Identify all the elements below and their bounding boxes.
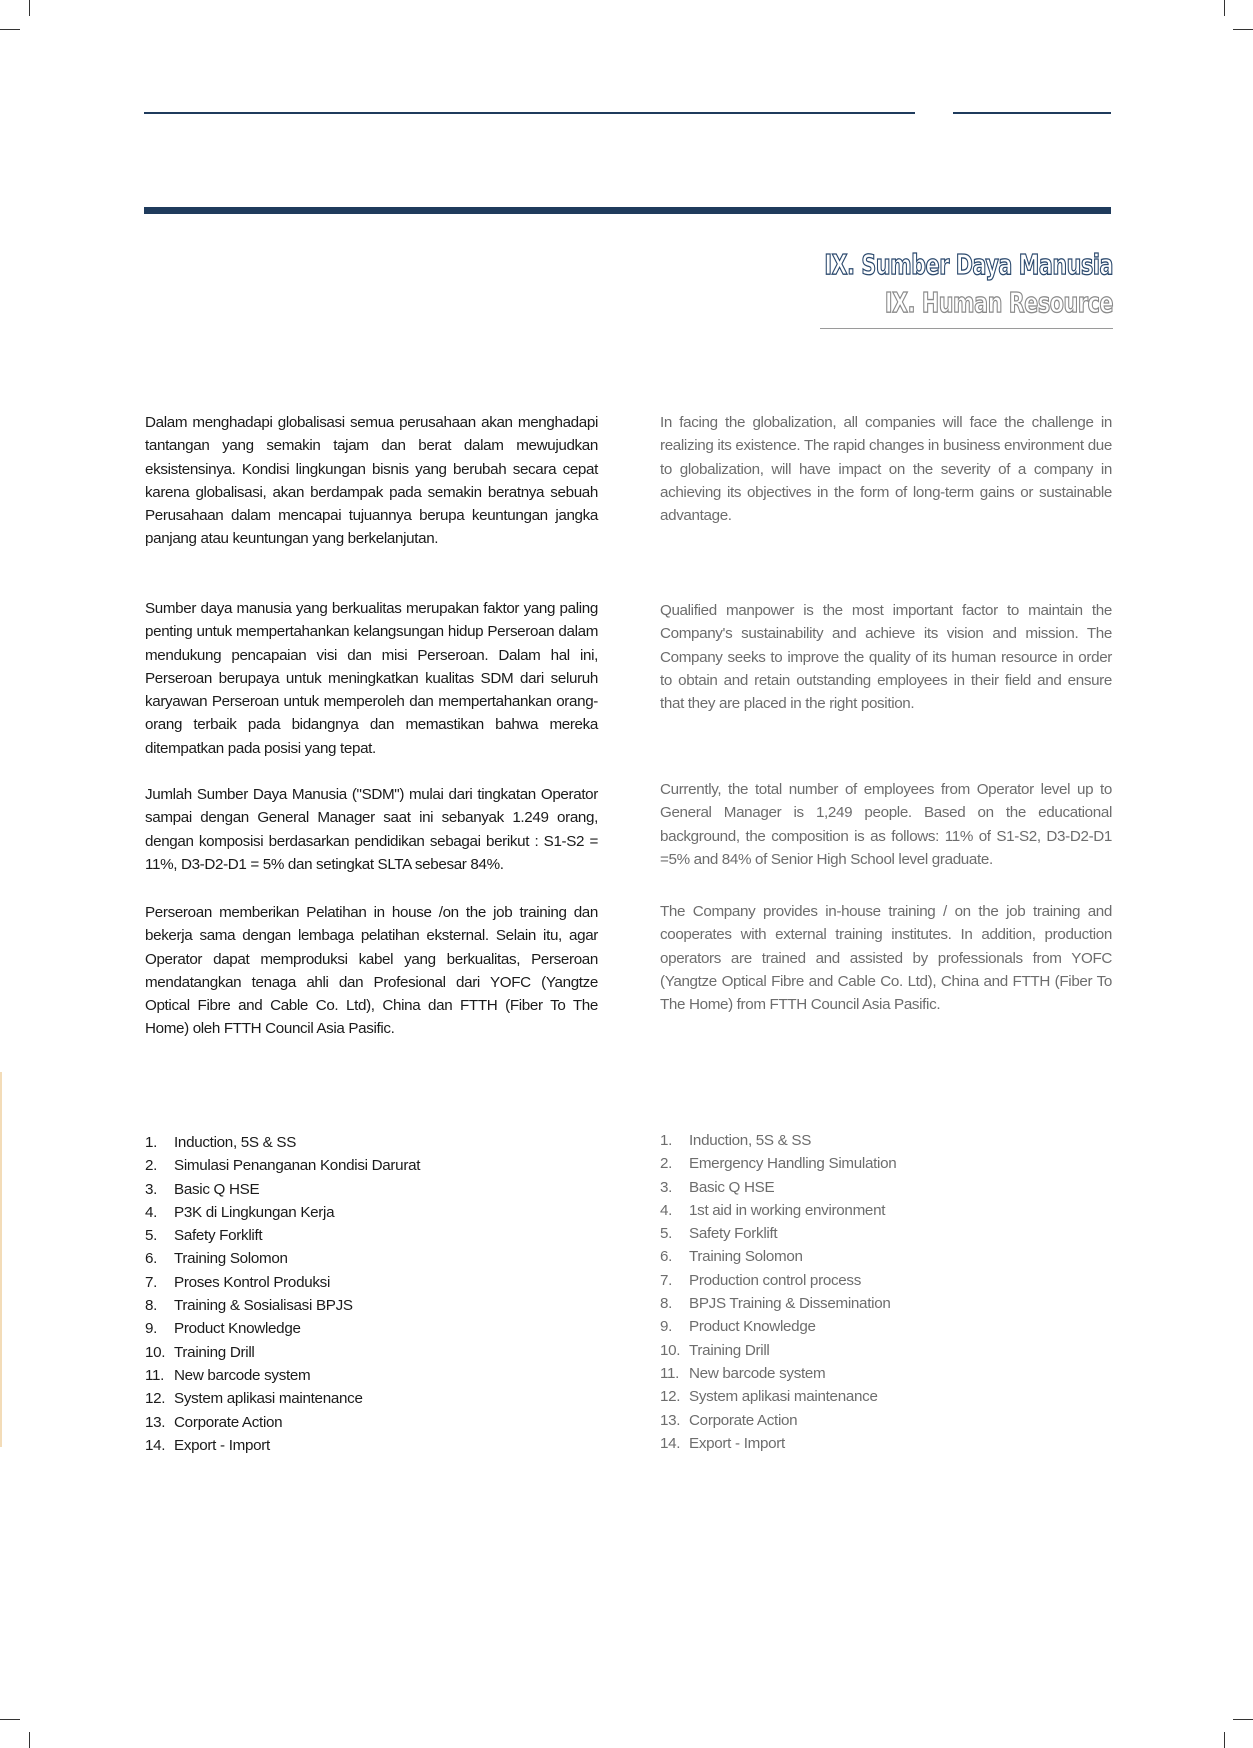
list-item xyxy=(660,1339,896,1362)
crop-mark-bottom-left xyxy=(29,1732,30,1748)
paragraph-text: Currently, the total number of employees from Operator level up to General Manager is 1,249 people. Based on the educational background, the composition is as follows: 11% of S1-S2, D3-D2-D1 =5% and 84% of Senior High School level graduate. xyxy=(660,781,1112,868)
list-item-number: 9. xyxy=(145,1320,158,1338)
list-item-label: Safety Forklift xyxy=(689,1225,778,1243)
list-item xyxy=(145,1364,420,1387)
paragraph-text: Qualified manpower is the most important factor to maintain the Company's sustainability and achieve its vision and mission. The Company seeks to improve the quality of its human resource in order to obtain and retain outstanding employees in their field and ensure that they are placed in the right position. xyxy=(660,602,1112,713)
paragraph-en-4 xyxy=(660,900,1112,1016)
list-item-number: 13. xyxy=(660,1411,681,1429)
list-item-number: 4. xyxy=(660,1201,673,1219)
list-item-number: 13. xyxy=(145,1413,166,1431)
paragraph-text: Sumber daya manusia yang berkualitas merupakan faktor yang paling penting untuk mempertahankan kelangsungan hidup Perseroan dalam mendukung pencapaian visi dan misi Perseroan. Dalam hal ini, Perseroan berupaya untuk meningkatkan kualitas SDM dari seluruh karyawan Perseroan untuk memperoleh dan mempertahankan orang-orang terbaik pada bidangnya dan memastikan bahwa mereka ditempatkan pada posisi yang tepat. xyxy=(145,600,598,757)
list-item-label: Export - Import xyxy=(689,1434,785,1452)
list-item-number: 9. xyxy=(660,1318,673,1336)
section-heading xyxy=(761,246,1113,322)
list-item-label: Training Solomon xyxy=(689,1248,803,1266)
list-item-label: New barcode system xyxy=(689,1364,826,1382)
list-item-label: Proses Kontrol Produksi xyxy=(174,1273,331,1291)
list-item-label: Production control process xyxy=(689,1271,862,1289)
list-item-number: 2. xyxy=(660,1155,673,1173)
list-item xyxy=(660,1409,896,1432)
paragraph-en-1 xyxy=(660,411,1112,527)
list-item-number: 14. xyxy=(660,1434,681,1452)
list-item-label: Emergency Handling Simulation xyxy=(689,1155,897,1173)
section-title-id: IX. Sumber Daya Manusia xyxy=(824,248,1113,281)
top-rule-right xyxy=(953,112,1111,114)
paragraph-text: Perseroan memberikan Pelatihan in house /on the job training dan bekerja sama dengan lembaga pelatihan eksternal. Selain itu, agar Operator dapat memproduksi kabel yang berkualitas, Perseroan mendatangkan tenaga ahli dan Profesional dari YOFC (Yangtze Optical Fibre and Cable Co. Ltd), China dan FTTH (Fiber To The Home) oleh FTTH Council Asia Pasific. xyxy=(145,904,598,1038)
list-item xyxy=(145,1341,420,1364)
list-item-label: Product Knowledge xyxy=(689,1318,816,1336)
list-item-label: Product Knowledge xyxy=(174,1320,301,1338)
training-list-id xyxy=(145,1131,420,1457)
list-item xyxy=(145,1411,420,1434)
list-item xyxy=(660,1292,896,1315)
crop-mark-bottom-right-h xyxy=(1233,1719,1253,1720)
list-item-label: New barcode system xyxy=(174,1366,311,1384)
list-item-number: 6. xyxy=(660,1248,673,1266)
crop-mark-bottom-right xyxy=(1224,1732,1225,1748)
list-item-label: Training Solomon xyxy=(174,1250,288,1268)
list-item xyxy=(145,1224,420,1247)
paragraph-id-4 xyxy=(145,901,598,1041)
list-item-label: Training Drill xyxy=(174,1343,255,1361)
list-item-label: System aplikasi maintenance xyxy=(174,1390,363,1408)
crop-mark-top-left-h xyxy=(0,29,20,30)
list-item xyxy=(145,1387,420,1410)
list-item xyxy=(145,1201,420,1224)
list-item xyxy=(660,1199,896,1222)
list-item-number: 5. xyxy=(145,1227,158,1245)
list-item xyxy=(660,1176,896,1199)
paragraph-text: The Company provides in-house training / on the job training and cooperates with external training institutes. In addition, production operators are trained and assisted by professionals from YOFC (Yangtze Optical Fibre and Cable Co. Ltd), China and FTTH (Fiber To The Home) from FTTH Council Asia Pasific. xyxy=(660,903,1112,1014)
list-item-label: Training & Sosialisasi BPJS xyxy=(174,1297,353,1315)
list-item xyxy=(660,1315,896,1338)
list-item-label: Safety Forklift xyxy=(174,1227,263,1245)
list-item-number: 6. xyxy=(145,1250,158,1268)
section-title-en: IX. Human Resource xyxy=(884,286,1113,319)
list-item-label: P3K di Lingkungan Kerja xyxy=(174,1203,335,1221)
list-item xyxy=(145,1154,420,1177)
list-item xyxy=(660,1245,896,1268)
paragraph-en-2 xyxy=(660,599,1112,715)
list-item xyxy=(145,1317,420,1340)
list-item-number: 4. xyxy=(145,1203,158,1221)
list-item xyxy=(145,1271,420,1294)
section-rule xyxy=(144,207,1111,214)
list-item-number: 10. xyxy=(145,1343,166,1361)
list-item-number: 1. xyxy=(145,1134,158,1151)
top-rule-left xyxy=(144,112,915,114)
list-item-number: 7. xyxy=(145,1273,158,1291)
list-item-number: 10. xyxy=(660,1341,681,1359)
list-item-number: 11. xyxy=(660,1364,680,1382)
paragraph-id-3 xyxy=(145,783,598,876)
side-margin-mark xyxy=(0,1072,2,1447)
list-item-label: Export - Import xyxy=(174,1436,270,1454)
list-item-number: 8. xyxy=(660,1295,673,1313)
list-item xyxy=(145,1434,420,1457)
list-item-number: 3. xyxy=(660,1178,673,1196)
list-item xyxy=(145,1247,420,1270)
crop-mark-top-right-h xyxy=(1233,29,1253,30)
list-item-number: 1. xyxy=(660,1132,673,1149)
list-item-number: 11. xyxy=(145,1366,165,1384)
list-item-number: 3. xyxy=(145,1180,158,1198)
list-item xyxy=(660,1269,896,1292)
heading-underline xyxy=(820,328,1113,329)
paragraph-text: Dalam menghadapi globalisasi semua perusahaan akan menghadapi tantangan yang semakin tajam dan berat dalam mewujudkan eksistensinya. Kondisi lingkungan bisnis yang berubah secara cepat karena globalisasi, akan berdampak pada semakin beratnya sebuah Perusahaan dalam mencapai tujuannya berupa keuntungan jangka panjang atau keuntungan yang berkelanjutan. xyxy=(145,414,598,548)
list-item-label: Training Drill xyxy=(689,1341,770,1359)
paragraph-id-1 xyxy=(145,411,598,551)
list-item-number: 7. xyxy=(660,1271,673,1289)
list-item xyxy=(660,1432,896,1455)
crop-mark-top-right xyxy=(1224,0,1225,16)
list-item-label: Simulasi Penanganan Kondisi Darurat xyxy=(174,1157,421,1175)
crop-mark-bottom-left-h xyxy=(0,1719,20,1720)
list-item-number: 12. xyxy=(145,1390,166,1408)
list-item-number: 14. xyxy=(145,1436,166,1454)
paragraph-text: Jumlah Sumber Daya Manusia ("SDM") mulai dari tingkatan Operator sampai dengan General Manager saat ini sebanyak 1.249 orang, dengan komposisi berdasarkan pendidikan sebagai berikut : S1-S2 = 11%, D3-D2-D1 = 5% dan setingkat SLTA sebesar 84%. xyxy=(145,786,598,873)
list-item xyxy=(660,1362,896,1385)
paragraph-text: In facing the globalization, all companies will face the challenge in realizing its existence. The rapid changes in business environment due to globalization, will have impact on the severity of a company in achieving its objectives in the form of long-term gains or sustainable advantage. xyxy=(660,414,1112,525)
list-item xyxy=(660,1129,896,1152)
list-item-label: Basic Q HSE xyxy=(689,1178,775,1196)
list-item xyxy=(660,1222,896,1245)
list-item-number: 2. xyxy=(145,1157,158,1175)
list-item-label: Basic Q HSE xyxy=(174,1180,260,1198)
list-item-label: Induction, 5S & SS xyxy=(174,1134,297,1151)
list-item-label: System aplikasi maintenance xyxy=(689,1388,878,1406)
list-item xyxy=(145,1131,420,1154)
list-item-label: Induction, 5S & SS xyxy=(689,1132,812,1149)
list-item xyxy=(660,1385,896,1408)
list-item-number: 8. xyxy=(145,1297,158,1315)
crop-mark-top-left xyxy=(29,0,30,16)
list-item xyxy=(145,1294,420,1317)
training-list-en xyxy=(660,1129,896,1455)
paragraph-en-3 xyxy=(660,778,1112,871)
list-item-label: 1st aid in working environment xyxy=(689,1201,886,1219)
list-item-label: Corporate Action xyxy=(174,1413,283,1431)
list-item xyxy=(660,1152,896,1175)
list-item xyxy=(145,1178,420,1201)
paragraph-id-2 xyxy=(145,597,598,760)
list-item-number: 5. xyxy=(660,1225,673,1243)
list-item-label: BPJS Training & Dissemination xyxy=(689,1295,891,1313)
list-item-number: 12. xyxy=(660,1388,681,1406)
list-item-label: Corporate Action xyxy=(689,1411,798,1429)
